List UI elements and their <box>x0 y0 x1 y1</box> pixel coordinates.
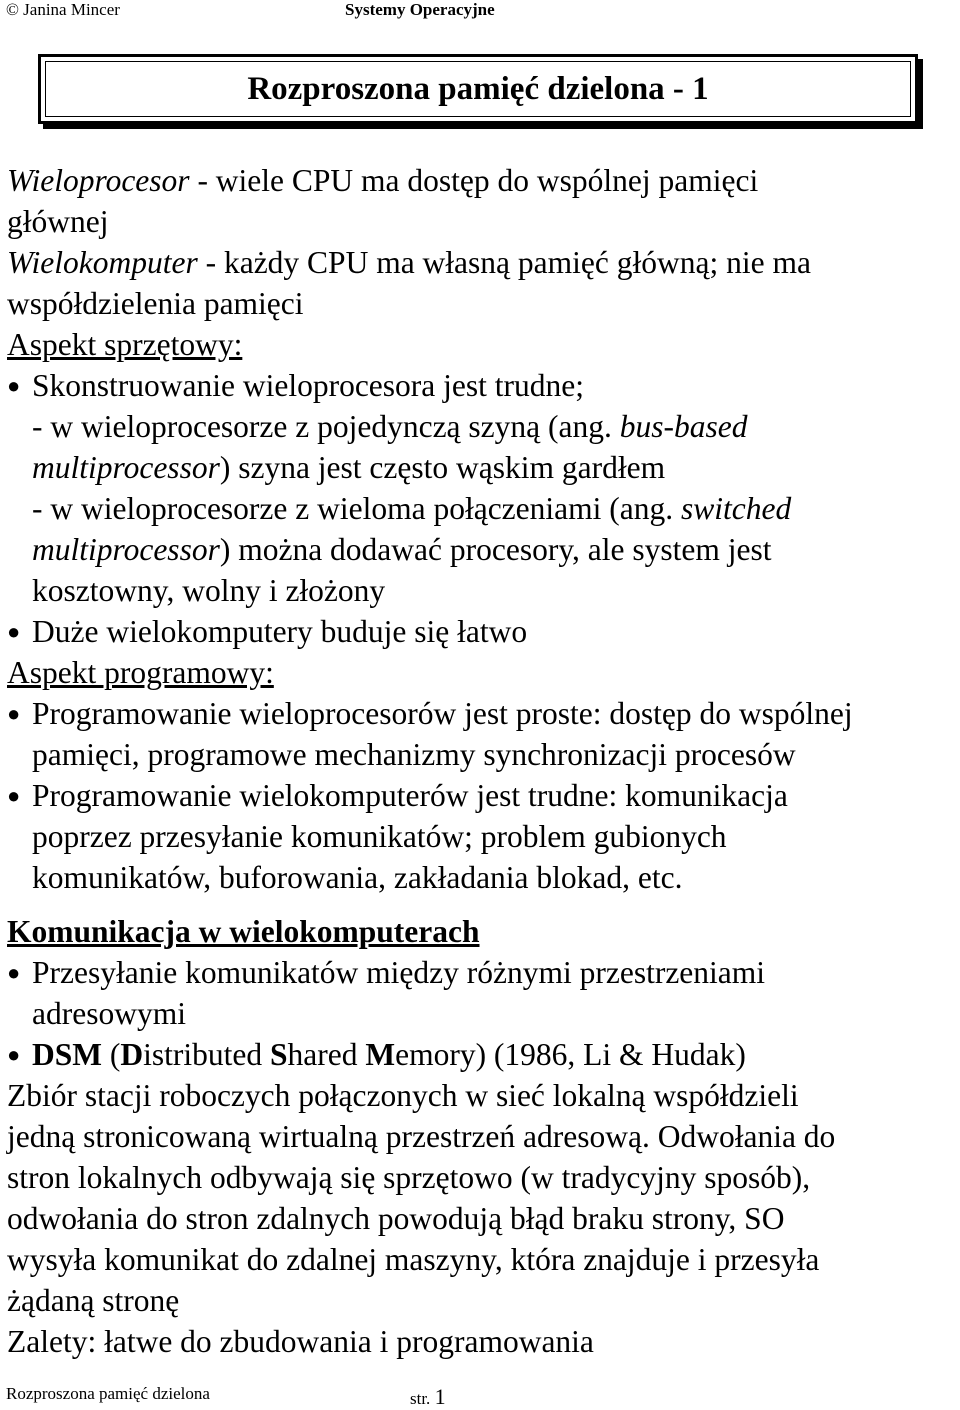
paragraph-line: Zalety: łatwe do zbudowania i programowania <box>7 1324 594 1359</box>
author-label: © Janina Mincer <box>6 0 120 19</box>
bullet-icon: ● <box>7 783 21 808</box>
text-italic: bus-based <box>619 409 748 444</box>
page-label: str. <box>410 1389 435 1408</box>
page-number: 1 <box>434 1384 446 1409</box>
bullet-item <box>7 365 957 406</box>
page-indicator <box>410 1384 446 1410</box>
text-italic: multiprocessor <box>32 532 220 567</box>
text-span: ) można dodawać procesory, ale system jest <box>219 532 772 567</box>
bullet-icon: ● <box>7 1042 21 1067</box>
bullet-item <box>7 952 957 993</box>
paragraph-line: Zbiór stacji roboczych połączonych w sieć lokalną współdzieli <box>7 1078 799 1113</box>
text-span: - wiele CPU ma dostęp do wspólnej pamięci <box>189 163 759 198</box>
bullet-icon: ● <box>7 701 21 726</box>
page-title: Rozproszona pamięć dzielona - 1 <box>247 71 709 107</box>
bullet-item <box>7 1034 957 1075</box>
paragraph-line: żądaną stronę <box>7 1283 180 1318</box>
acronym-letter: M <box>365 1037 396 1072</box>
bullet-text: Duże wielokomputery buduje się łatwo <box>32 614 528 649</box>
acronym-letter: S <box>270 1037 288 1072</box>
bullet-text: Przesyłanie komunikatów między różnymi przestrzeniami <box>32 955 766 990</box>
bullet-icon: ● <box>7 619 21 644</box>
text-line: komunikatów, buforowania, zakładania blokad, etc. <box>32 860 683 895</box>
subheading-hardware: Aspekt sprzętowy: <box>7 327 243 362</box>
text-line <box>7 160 957 201</box>
text-span: istributed <box>143 1037 270 1072</box>
text-line: współdzielenia pamięci <box>7 286 304 321</box>
footer-topic: Rozproszona pamięć dzielona <box>6 1384 210 1403</box>
bullet-icon: ● <box>7 373 21 398</box>
paragraph-line: jedną stronicowaną wirtualną przestrzeń adresową. Odwołania do <box>7 1119 836 1154</box>
acronym-letter: D <box>120 1037 144 1072</box>
text-span: - każdy CPU ma własną pamięć główną; nie ma <box>197 245 811 280</box>
section-heading: Komunikacja w wielokomputerach <box>7 914 480 949</box>
text-line: kosztowny, wolny i złożony <box>32 573 386 608</box>
title-box <box>38 54 918 124</box>
bullet-icon: ● <box>7 960 21 985</box>
text-line: adresowymi <box>32 996 186 1031</box>
paragraph-line: stron lokalnych odbywają się sprzętowo (w tradycyjny sposób), <box>7 1160 811 1195</box>
term-multiprocessor: Wieloprocesor <box>7 163 190 198</box>
text-span: ( <box>102 1037 121 1072</box>
text-span: - w wieloprocesorze z pojedynczą szyną (ang. <box>32 409 620 444</box>
bullet-text: Programowanie wieloprocesorów jest proste: dostęp do wspólnej <box>32 696 853 731</box>
text-span: emory) (1986, Li & Hudak) <box>395 1037 746 1072</box>
text-span: - w wieloprocesorze z wieloma połączeniami (ang. <box>32 491 681 526</box>
text-line <box>7 406 957 447</box>
text-line: poprzez przesyłanie komunikatów; problem gubionych <box>32 819 727 854</box>
bullet-text: Skonstruowanie wieloprocesora jest trudne; <box>32 368 584 403</box>
text-line <box>7 242 957 283</box>
text-span: ) szyna jest często wąskim gardłem <box>219 450 666 485</box>
term-multicomputer: Wielokomputer <box>7 245 198 280</box>
main-content <box>7 160 957 1362</box>
dsm-acronym: DSM <box>32 1037 102 1072</box>
page-footer <box>6 1384 606 1409</box>
text-line: pamięci, programowe mechanizmy synchronizacji procesów <box>32 737 796 772</box>
bullet-item <box>7 611 957 652</box>
subheading-software: Aspekt programowy: <box>7 655 274 690</box>
text-italic: switched <box>680 491 792 526</box>
paragraph-line: odwołania do stron zdalnych powodują błąd braku strony, SO <box>7 1201 785 1236</box>
bullet-text: Programowanie wielokomputerów jest trudne: komunikacja <box>32 778 788 813</box>
course-title: Systemy Operacyjne <box>345 0 495 19</box>
text-line <box>7 529 957 570</box>
page-header <box>6 0 954 22</box>
text-span: hared <box>287 1037 366 1072</box>
bullet-item <box>7 775 957 816</box>
text-line <box>7 447 957 488</box>
paragraph-line: wysyła komunikat do zdalnej maszyny, która znajduje i przesyła <box>7 1242 820 1277</box>
text-line <box>7 488 957 529</box>
text-italic: multiprocessor <box>32 450 220 485</box>
bullet-item <box>7 693 957 734</box>
text-line: głównej <box>7 204 109 239</box>
